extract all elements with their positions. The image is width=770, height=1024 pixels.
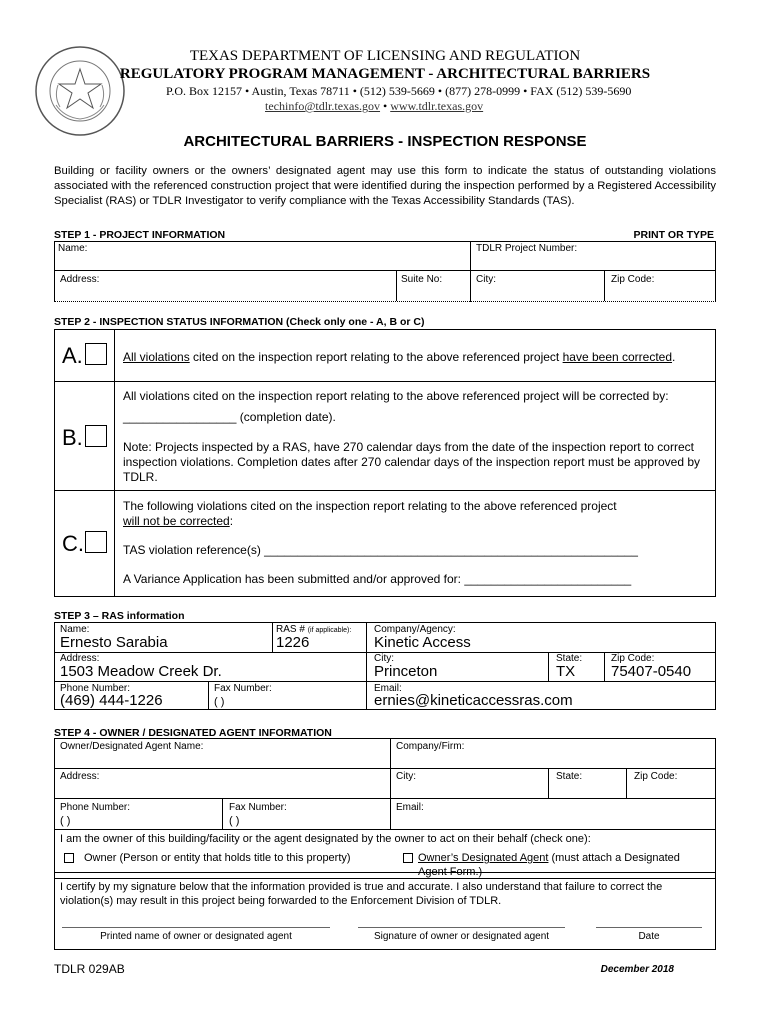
row-divider xyxy=(54,381,716,382)
owner-email-label: Email: xyxy=(396,802,424,813)
email-link[interactable]: techinfo@tdlr.texas.gov xyxy=(265,99,381,113)
owner-fax-value[interactable]: ( ) xyxy=(229,815,240,827)
owner-name-label: Owner/Designated Agent Name: xyxy=(60,741,204,752)
option-c-text-line2 xyxy=(123,514,233,528)
suite-label: Suite No: xyxy=(401,274,443,285)
column-divider xyxy=(114,329,115,597)
row-divider xyxy=(54,768,716,769)
owner-phone-value[interactable]: ( ) xyxy=(60,815,71,827)
option-c-text: The following violations cited on the inspection report relating to the above referenced project xyxy=(123,499,617,513)
project-city-label: City: xyxy=(476,274,496,285)
option-b-text: All violations cited on the inspection report relating to the above referenced project will be corrected by: xyxy=(123,389,669,403)
ras-phone-label: Phone Number: xyxy=(60,683,131,694)
signature-line[interactable] xyxy=(358,927,565,928)
agency-name: TEXAS DEPARTMENT OF LICENSING AND REGULATION xyxy=(189,48,581,64)
step2-heading: STEP 2 - INSPECTION STATUS INFORMATION (Check only one - A, B or C) xyxy=(54,316,425,328)
ras-phone-value[interactable]: (469) 444-1226 xyxy=(60,692,163,709)
project-number-label: TDLR Project Number: xyxy=(476,243,578,254)
ras-address-value[interactable]: 1503 Meadow Creek Dr. xyxy=(60,663,222,680)
row-divider xyxy=(54,798,716,799)
agent-option-label-part: Owner’s Designated Agent xyxy=(418,852,549,864)
column-divider xyxy=(366,622,367,710)
form-id: TDLR 029AB xyxy=(54,962,125,976)
ras-state-label: State: xyxy=(556,653,583,664)
owner-option-label: Owner (Person or entity that holds title to this property) xyxy=(84,852,351,864)
option-c-letter: C. xyxy=(62,531,84,556)
column-divider xyxy=(222,798,223,829)
owner-address-label: Address: xyxy=(60,771,100,782)
table-bottom-rule xyxy=(54,301,716,302)
column-divider xyxy=(548,768,549,798)
completion-date-field[interactable]: _________________ (completion date). xyxy=(123,410,336,424)
link-separator: • xyxy=(380,99,391,113)
option-b-note: Note: Projects inspected by a RAS, have 270 calendar days from the date of the inspection report to correct inspection violations. Completion dates after 270 calendar days of the inspection report must be approved by TDLR. xyxy=(123,440,701,484)
option-c-text-part: : xyxy=(229,514,234,528)
project-zip-label: Zip Code: xyxy=(611,274,655,285)
project-name-label: Name: xyxy=(58,243,88,254)
option-c-checkbox[interactable] xyxy=(85,531,107,553)
contact-links xyxy=(265,99,483,114)
option-b-letter: B. xyxy=(62,425,83,450)
ras-address-label: Address: xyxy=(60,653,100,664)
option-c-text-part: will not be corrected xyxy=(123,514,230,528)
step1-heading: STEP 1 - PROJECT INFORMATION xyxy=(54,229,226,241)
option-a-text-part: cited on the inspection report relating to the above referenced project xyxy=(189,350,563,364)
column-divider xyxy=(626,768,627,798)
column-divider xyxy=(396,270,397,301)
agent-option-label xyxy=(418,852,680,864)
agent-option-label-part: (must attach a Designated xyxy=(548,852,680,864)
owner-checkbox[interactable] xyxy=(64,853,74,863)
option-b-checkbox[interactable] xyxy=(85,425,107,447)
certification-text: I certify by my signature below that the information provided is true and accurate. I also understand that failure to correct the violation(s) may result in this project being forwarded to the Enforcement Division of TDLR. xyxy=(60,881,663,907)
option-a-text-part: All violations xyxy=(123,350,190,364)
row-divider xyxy=(54,490,716,491)
owner-company-label: Company/Firm: xyxy=(396,741,465,752)
ras-fax-value[interactable]: ( ) xyxy=(214,696,225,708)
option-a-letter: A. xyxy=(62,343,83,368)
ras-number-label-text: RAS # xyxy=(276,624,308,635)
agent-option-label-line2: Agent Form.) xyxy=(418,866,483,878)
row-divider xyxy=(54,270,716,271)
tas-reference-field[interactable]: TAS violation reference(s) ________________________________________________________ xyxy=(123,543,638,557)
ras-city-label: City: xyxy=(374,653,394,664)
column-divider xyxy=(548,652,549,681)
ras-email-label: Email: xyxy=(374,683,402,694)
column-divider xyxy=(470,241,471,302)
option-a-text xyxy=(123,350,675,364)
ras-state-value[interactable]: TX xyxy=(556,663,576,680)
ras-company-value[interactable]: Kinetic Access xyxy=(374,634,471,651)
step4-heading: STEP 4 - OWNER / DESIGNATED AGENT INFORMATION xyxy=(54,727,332,739)
variance-field[interactable]: A Variance Application has been submitted and/or approved for: _________________________ xyxy=(123,572,632,586)
project-address-label: Address: xyxy=(60,274,100,285)
ras-city-value[interactable]: Princeton xyxy=(374,663,438,680)
date-line[interactable] xyxy=(596,927,702,928)
ras-name-value[interactable]: Ernesto Sarabia xyxy=(60,634,168,651)
revision-date: December 2018 xyxy=(600,964,674,975)
row-divider xyxy=(54,681,716,682)
print-or-type: PRINT OR TYPE xyxy=(633,229,714,241)
option-a-text-part: have been corrected xyxy=(562,350,673,364)
column-divider xyxy=(604,652,605,681)
date-caption: Date xyxy=(638,931,660,942)
owner-fax-label: Fax Number: xyxy=(229,802,287,813)
ras-fax-label: Fax Number: xyxy=(214,683,272,694)
owner-phone-label: Phone Number: xyxy=(60,802,131,813)
project-info-table xyxy=(54,241,716,302)
ras-zip-value[interactable]: 75407-0540 xyxy=(611,663,692,680)
ras-email-value[interactable]: ernies@kineticaccessras.com xyxy=(374,692,573,709)
ras-company-label: Company/Agency: xyxy=(374,624,456,635)
owner-zip-label: Zip Code: xyxy=(634,771,678,782)
program-name: REGULATORY PROGRAM MANAGEMENT - ARCHITECTURAL BARRIERS xyxy=(119,66,651,82)
owner-city-label: City: xyxy=(396,771,416,782)
step3-heading: STEP 3 – RAS information xyxy=(54,610,185,622)
printed-name-line[interactable] xyxy=(62,927,330,928)
column-divider xyxy=(208,681,209,710)
option-a-text-part: . xyxy=(672,350,676,364)
column-divider xyxy=(604,270,605,301)
agent-checkbox[interactable] xyxy=(403,853,413,863)
row-divider xyxy=(54,829,716,830)
printed-name-caption: Printed name of owner or designated agent xyxy=(100,931,292,942)
ras-name-label: Name: xyxy=(60,624,90,635)
agency-address: P.O. Box 12157 • Austin, Texas 78711 • (512) 539-5669 • (877) 278-0999 • FAX (512) 539-5690 xyxy=(166,84,632,98)
ras-zip-label: Zip Code: xyxy=(611,653,655,664)
website-link[interactable]: www.tdlr.texas.gov xyxy=(390,99,484,113)
ras-number-value[interactable]: 1226 xyxy=(276,634,310,651)
owner-statement: I am the owner of this building/facility or the agent designated by the owner to act on their behalf (check one): xyxy=(60,833,591,845)
intro-paragraph: Building or facility owners or the owners’ designated agent may use this form to indicate the status of outstanding violations associated with the referenced construction project that were identified during the inspection performed by a Registered Accessibility Specialist (RAS) or TDLR Investigator to verify compliance with the Texas Accessibility Standards (TAS). xyxy=(54,165,716,207)
ras-number-label-note: (if applicable): xyxy=(307,627,352,634)
column-divider xyxy=(390,738,391,829)
form-title: ARCHITECTURAL BARRIERS - INSPECTION RESPONSE xyxy=(183,133,587,150)
option-a-checkbox[interactable] xyxy=(85,343,107,365)
column-divider xyxy=(272,622,273,652)
owner-state-label: State: xyxy=(556,771,583,782)
signature-caption: Signature of owner or designated agent xyxy=(373,931,550,942)
